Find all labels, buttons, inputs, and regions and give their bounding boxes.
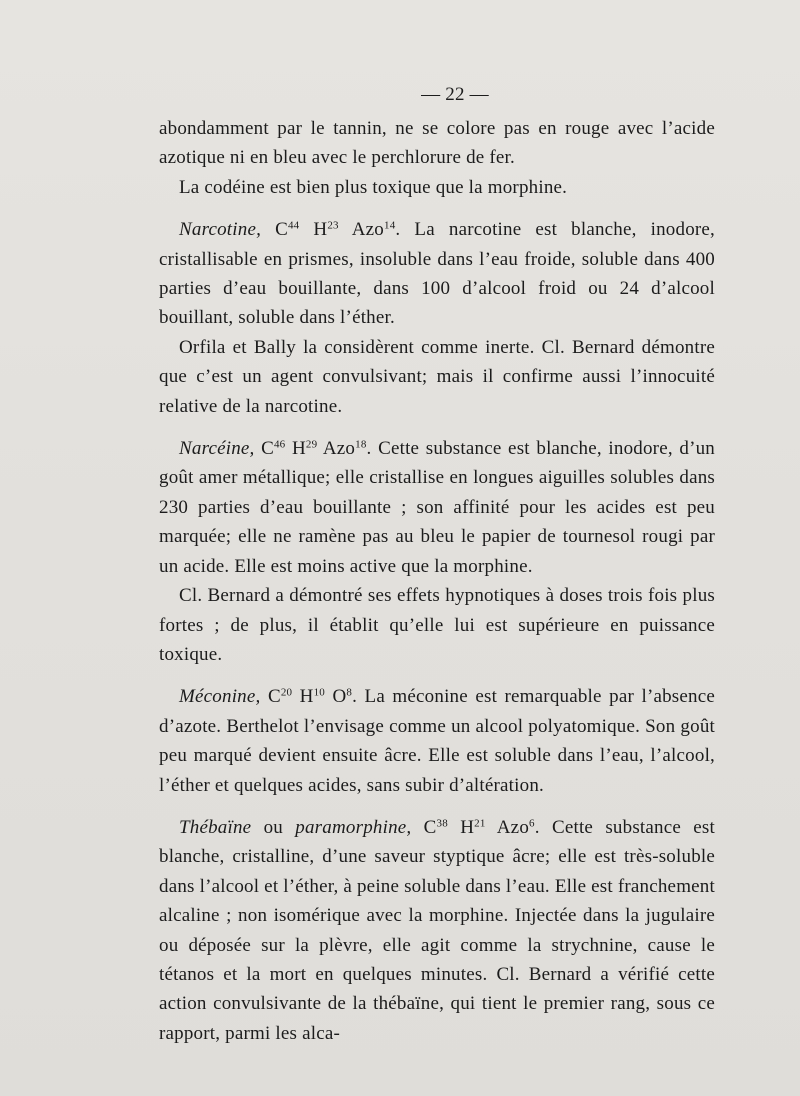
formula-element: C — [275, 219, 288, 241]
heading-narceine: Narcéine, — [179, 438, 255, 460]
formula-element: H — [447, 816, 475, 838]
formula-subscript: 23 — [327, 219, 339, 232]
formula-element: Azo — [317, 438, 356, 460]
heading-connector: ou — [251, 816, 296, 838]
heading-narcotine: Narcotine, — [179, 219, 262, 241]
paragraph-narceine — [159, 434, 715, 581]
paragraph-narcotine — [159, 215, 715, 333]
formula-subscript: 29 — [305, 438, 318, 451]
formula-subscript: 38 — [436, 817, 448, 830]
formula-subscript: 10 — [313, 686, 326, 699]
heading-paramorphine: paramorphine, — [295, 816, 412, 838]
formula-subscript: 20 — [280, 686, 293, 699]
formula-element: H — [285, 438, 306, 460]
heading-meconine: Méconine, — [179, 686, 261, 708]
paragraph-thebaine — [159, 813, 715, 1048]
formula-element: Azo — [485, 816, 530, 838]
formula-thebaine — [424, 817, 535, 838]
formula-element: Azo — [338, 219, 384, 241]
formula-subscript: 6 — [529, 817, 535, 830]
paragraph-text: Orfila et Bally la considèrent comme inerte. Cl. Bernard démontre que c’est un agent convulsivant; mais il confirme aussi l’innocuité relative de la narcotine. — [159, 336, 715, 417]
paragraph-codeine — [159, 173, 715, 202]
formula-narceine — [261, 438, 366, 459]
formula-meconine — [268, 686, 352, 707]
paragraph-text: . Cette substance est blanche, cristalline, d’une saveur styptique âcre; elle est très-soluble dans l’alcool et l’éther, à peine soluble dans l’eau. Elle est franchement alcaline ; non isomérique avec la morphine. Injectée dans la jugulaire ou déposée sur la plèvre, elle agit comme la strychnine, cause le tétanos et la mort en quelques minutes. Cl. Bernard a vérifié cette action convulsivante de la thébaïne, qui tient le premier rang, sous ce rapport, parmi les alca- — [159, 816, 715, 1044]
formula-element: O — [325, 686, 347, 708]
formula-subscript: 44 — [287, 219, 300, 232]
formula-subscript: 21 — [474, 817, 486, 830]
formula-element: H — [292, 686, 314, 708]
paragraph-bernard-hypnotic — [159, 581, 715, 669]
paragraph-orfila — [159, 333, 715, 421]
formula-narcotine — [275, 219, 395, 240]
paragraph-text: . Cette substance est blanche, inodore, d’un goût amer métallique; elle cristallise en longues aiguilles solubles dans 230 parties d’eau bouillante ; son affinité pour les acides est peu marquée; elle ne ramène pas au bleu le papier de tournesol rougi par un acide. Elle est moins active que la morphine. — [159, 438, 716, 577]
formula-element: C — [261, 438, 274, 460]
paragraph-text: La codéine est bien plus toxique que la morphine. — [179, 176, 568, 198]
formula-subscript: 14 — [384, 219, 396, 232]
formula-element: C — [423, 816, 437, 838]
paragraph-text: . La narcotine est blanche, inodore, cristallisable en prismes, insoluble dans l’eau froide, soluble dans 400 parties d’eau bouillante, dans 100 d’alcool froid ou 24 d’alcool bouillant, soluble dans l’éther. — [159, 219, 716, 329]
paragraph-text: Cl. Bernard a démontré ses effets hypnotiques à doses trois fois plus fortes ; de plus, il établit qu’elle lui est supérieure en puissance toxique. — [159, 585, 715, 665]
formula-subscript: 18 — [355, 438, 367, 451]
page-content — [159, 80, 715, 1048]
page-number: — 22 — — [421, 84, 489, 105]
paragraph-meconine — [159, 682, 715, 800]
formula-subscript: 8 — [346, 686, 353, 699]
heading-thebaine: Thébaïne — [179, 816, 252, 838]
paragraph-tannin — [159, 114, 715, 173]
paragraph-text: . La méconine est remarquable par l’absence d’azote. Berthelot l’envisage comme un alcool polyatomique. Son goût peu marqué devient ensuite âcre. Elle est soluble dans l’eau, l’alcool, l’éther et quelques acides, sans subir d’altération. — [159, 686, 715, 796]
formula-element: C — [267, 686, 281, 708]
formula-subscript: 46 — [273, 438, 286, 451]
formula-element: H — [299, 219, 328, 241]
paragraph-text: abondamment par le tannin, ne se colore pas en rouge avec l’acide azotique ni en bleu avec le perchlorure de fer. — [159, 118, 715, 169]
